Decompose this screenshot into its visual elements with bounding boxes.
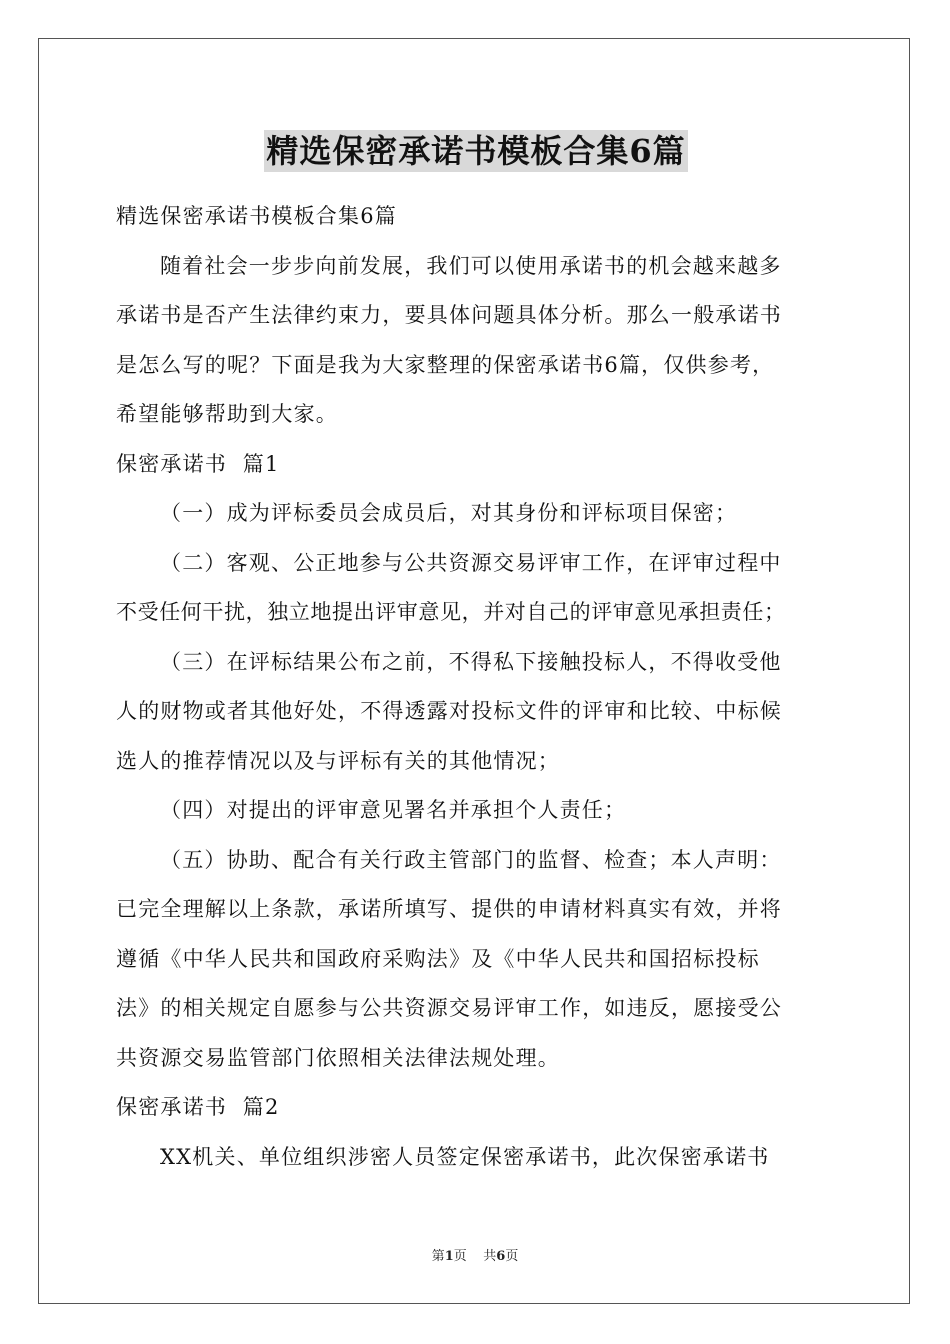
section-2-heading: 保密承诺书 篇2 bbox=[116, 1095, 280, 1119]
footer-mid: 页 共 bbox=[453, 1249, 497, 1264]
intro-line: 承诺书是否产生法律约束力，要具体问题具体分析。那么一般承诺书 bbox=[116, 303, 782, 327]
item-line: 共资源交易监管部门依照相关法律法规处理。 bbox=[116, 1045, 560, 1070]
document-title bbox=[116, 120, 836, 192]
section-2-line: XX机关、单位组织涉密人员签定保密承诺书，此次保密承诺书 bbox=[160, 1144, 770, 1169]
item-line: 遵循《中华人民共和国政府采购法》及《中华人民共和国招标投标 bbox=[116, 946, 760, 971]
intro-line: 随着社会一步步向前发展，我们可以使用承诺书的机会越来越多 bbox=[160, 253, 782, 278]
intro-line: 希望能够帮助到大家。 bbox=[116, 402, 338, 426]
item-line: 人的财物或者其他好处，不得透露对投标文件的评审和比较、中标候 bbox=[116, 699, 782, 723]
document-subtitle: 精选保密承诺书模板合集6篇 bbox=[116, 204, 397, 228]
item-line: （四）对提出的评审意见署名并承担个人责任； bbox=[160, 798, 627, 822]
item-line: 不受任何干扰，独立地提出评审意见，并对自己的评审意见承担责任； bbox=[116, 600, 786, 624]
section-2-paragraph bbox=[116, 1133, 836, 1183]
document-title-text: 精选保密承诺书模板合集6篇 bbox=[266, 132, 686, 170]
document-body bbox=[116, 120, 836, 1182]
footer-page-number: 1 bbox=[444, 1249, 454, 1264]
item-line: （二）客观、公正地参与公共资源交易评审工作，在评审过程中 bbox=[160, 550, 782, 575]
item-1-paragraph bbox=[116, 489, 836, 539]
item-line: 已完全理解以上条款，承诺所填写、提供的申请材料真实有效，并将 bbox=[116, 897, 782, 921]
section-1-heading: 保密承诺书 篇1 bbox=[116, 451, 280, 476]
page-footer bbox=[0, 1245, 950, 1264]
item-line: （五）协助、配合有关行政主管部门的监督、检查；本人声明： bbox=[160, 847, 782, 872]
item-line: 选人的推荐情况以及与评标有关的其他情况； bbox=[116, 748, 560, 773]
intro-line: 是怎么写的呢？下面是我为大家整理的保密承诺书6篇，仅供参考， bbox=[116, 352, 775, 377]
item-4-paragraph bbox=[116, 786, 836, 836]
footer-suffix: 页 bbox=[505, 1249, 519, 1264]
item-line: 法》的相关规定自愿参与公共资源交易评审工作，如违反，愿接受公 bbox=[116, 996, 782, 1020]
intro-paragraph bbox=[116, 242, 836, 440]
item-line: （一）成为评标委员会成员后，对其身份和评标项目保密； bbox=[160, 501, 738, 525]
item-2-paragraph bbox=[116, 539, 836, 638]
item-3-paragraph bbox=[116, 638, 836, 787]
item-5-paragraph bbox=[116, 836, 836, 1084]
footer-prefix: 第 bbox=[431, 1249, 445, 1264]
item-line: （三）在评标结果公布之前，不得私下接触投标人，不得收受他 bbox=[160, 649, 782, 674]
footer-total-pages: 6 bbox=[496, 1249, 506, 1264]
